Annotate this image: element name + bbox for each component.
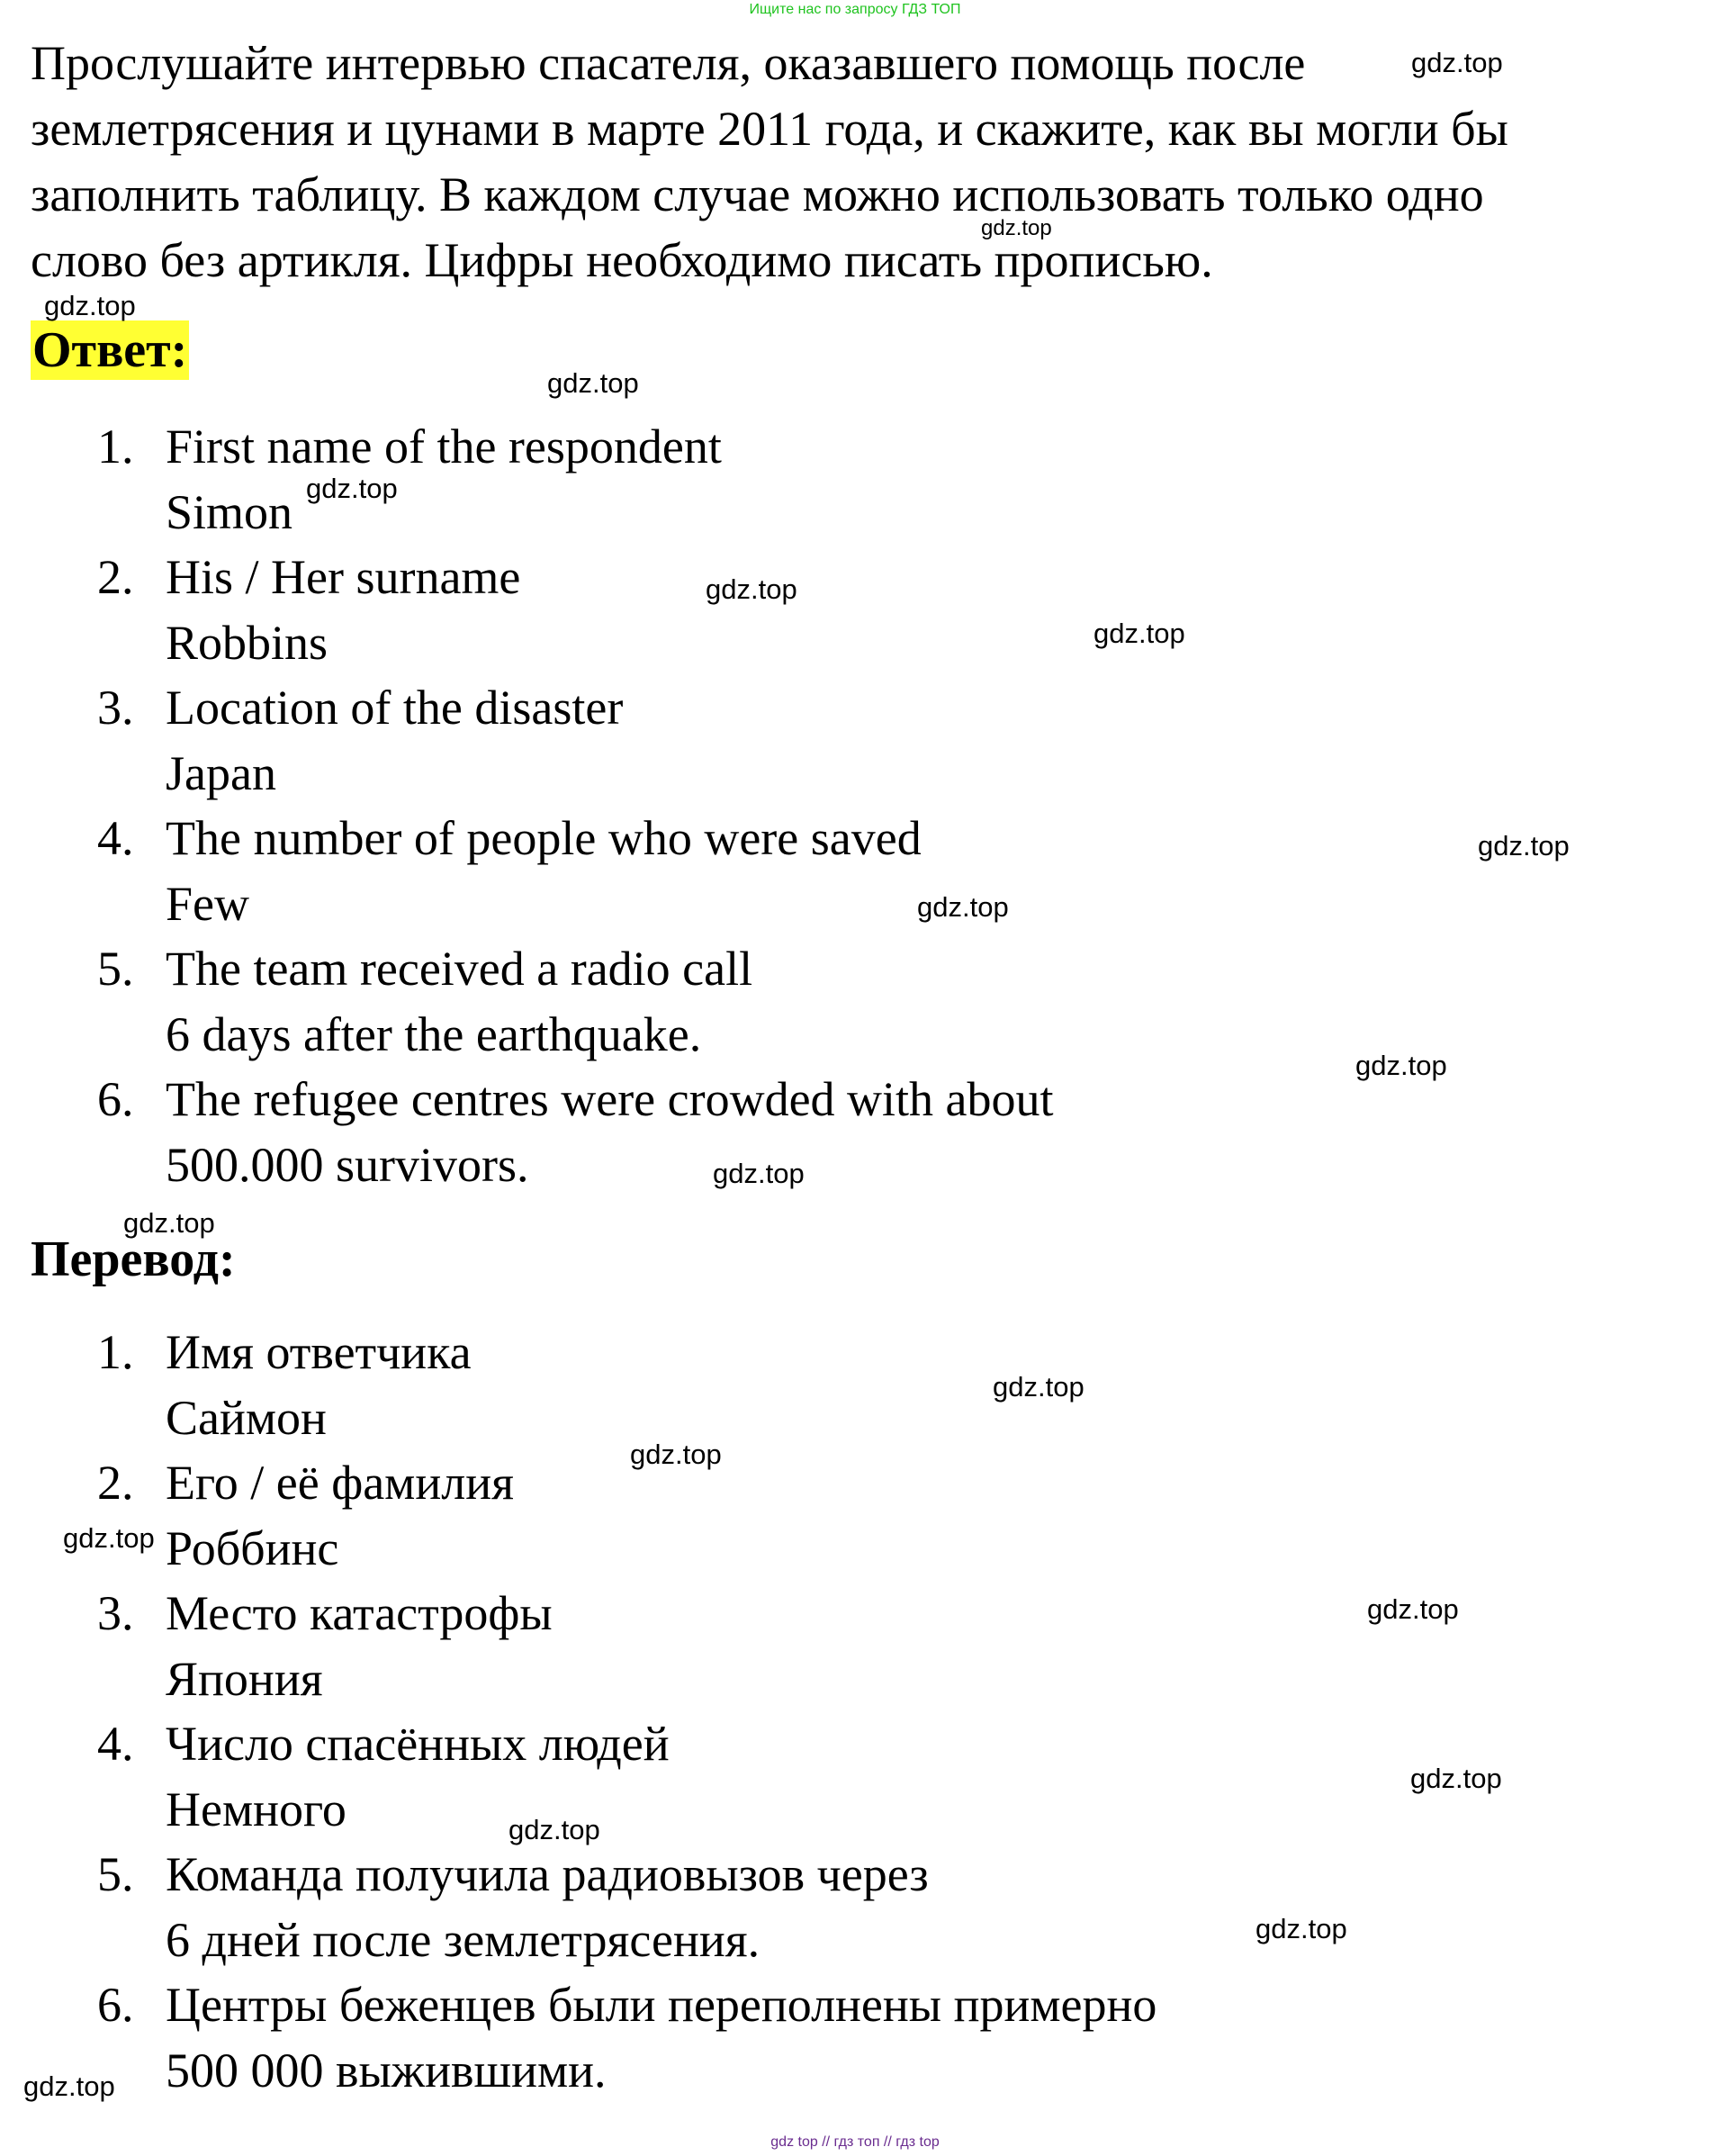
- item-question: The team received a radio call: [166, 942, 753, 996]
- item-number: 5.: [97, 942, 134, 996]
- item-number: 3.: [97, 681, 134, 735]
- translation-list: [0, 1320, 1156, 2103]
- item-answer: Few: [166, 876, 249, 931]
- task-instructions: Прослушайте интервью спасателя, оказавшего помощь после землетрясения и цунами в марте 2011 года, и скажите, как вы могли бы заполнить таблицу. В каждом случае можно использовать только одно слово без артикля. Цифры необходимо писать прописью.: [31, 36, 1508, 287]
- translation-heading: Перевод:: [31, 1231, 236, 1287]
- item-question: Центры беженцев были переполнены примерно: [166, 1978, 1157, 2032]
- item-number: 5.: [97, 1847, 134, 1901]
- answer-item: [0, 675, 1054, 806]
- item-answer: Japan: [166, 745, 276, 800]
- watermark: gdz.top: [44, 290, 136, 321]
- item-answer: 6 дней после землетрясения.: [166, 1912, 760, 1967]
- answer-item: [0, 545, 1054, 675]
- answer-item: [0, 1067, 1054, 1197]
- item-question: Имя ответчика: [166, 1325, 472, 1379]
- item-question: Location of the disaster: [166, 681, 624, 735]
- item-answer: Немного: [166, 1782, 346, 1836]
- item-number: 4.: [97, 811, 134, 865]
- translation-item: [0, 1842, 1156, 1972]
- top-search-note: Ищите нас по запросу ГДЗ ТОП: [749, 2, 961, 17]
- item-question: The refugee centres were crowded with about: [166, 1072, 1054, 1126]
- watermark: gdz.top: [706, 573, 797, 605]
- watermark: gdz.top: [23, 2070, 115, 2102]
- item-answer: Robbins: [166, 615, 328, 670]
- answer-heading: Ответ:: [32, 322, 188, 378]
- watermark: gdz.top: [63, 1522, 155, 1554]
- translation-item: [0, 1972, 1156, 2103]
- translation-item: [0, 1320, 1156, 1450]
- watermark: gdz.top: [1367, 1593, 1459, 1625]
- item-answer: 500 000 выжившими.: [166, 2043, 607, 2097]
- watermark: gdz.top: [981, 216, 1052, 240]
- item-answer: 6 days after the earthquake.: [166, 1006, 702, 1061]
- translation-item: [0, 1581, 1156, 1711]
- watermark: gdz.top: [993, 1371, 1084, 1403]
- watermark: gdz.top: [508, 1814, 600, 1845]
- watermark: gdz.top: [547, 367, 639, 399]
- item-question: His / Her surname: [166, 550, 521, 604]
- answer-item: [0, 414, 1054, 545]
- item-answer: 500.000 survivors.: [166, 1137, 529, 1192]
- watermark: gdz.top: [1355, 1050, 1447, 1081]
- item-number: 6.: [97, 1072, 134, 1126]
- item-question: Команда получила радиовызов через: [166, 1847, 929, 1901]
- item-number: 1.: [97, 419, 134, 474]
- item-answer: Саймон: [166, 1390, 327, 1445]
- answer-list: [0, 414, 1054, 1197]
- item-question: Его / её фамилия: [166, 1456, 514, 1510]
- item-question: Число спасённых людей: [166, 1717, 670, 1771]
- watermark: gdz.top: [123, 1207, 215, 1239]
- item-question: The number of people who were saved: [166, 811, 922, 865]
- translation-item: [0, 1450, 1156, 1581]
- answer-item: [0, 806, 1054, 936]
- watermark: gdz.top: [1256, 1913, 1347, 1944]
- watermark: gdz.top: [713, 1158, 805, 1189]
- item-question: First name of the respondent: [166, 419, 722, 474]
- watermark: gdz.top: [1410, 1763, 1502, 1794]
- watermark: gdz.top: [1094, 618, 1185, 649]
- answer-item: [0, 936, 1054, 1067]
- item-number: 3.: [97, 1586, 134, 1640]
- item-number: 2.: [97, 1456, 134, 1510]
- watermark: gdz.top: [1478, 830, 1570, 861]
- item-number: 2.: [97, 550, 134, 604]
- item-answer: Япония: [166, 1651, 323, 1706]
- item-number: 4.: [97, 1717, 134, 1771]
- item-number: 6.: [97, 1978, 134, 2032]
- footer-watermark: gdz top // гдз топ // гдз top: [770, 2134, 940, 2150]
- watermark: gdz.top: [630, 1439, 722, 1470]
- item-answer: Simon: [166, 484, 293, 539]
- item-question: Место катастрофы: [166, 1586, 553, 1640]
- item-number: 1.: [97, 1325, 134, 1379]
- watermark: gdz.top: [917, 891, 1009, 923]
- item-answer: Роббинс: [166, 1520, 339, 1575]
- watermark: gdz.top: [1411, 47, 1503, 78]
- watermark: gdz.top: [306, 473, 398, 504]
